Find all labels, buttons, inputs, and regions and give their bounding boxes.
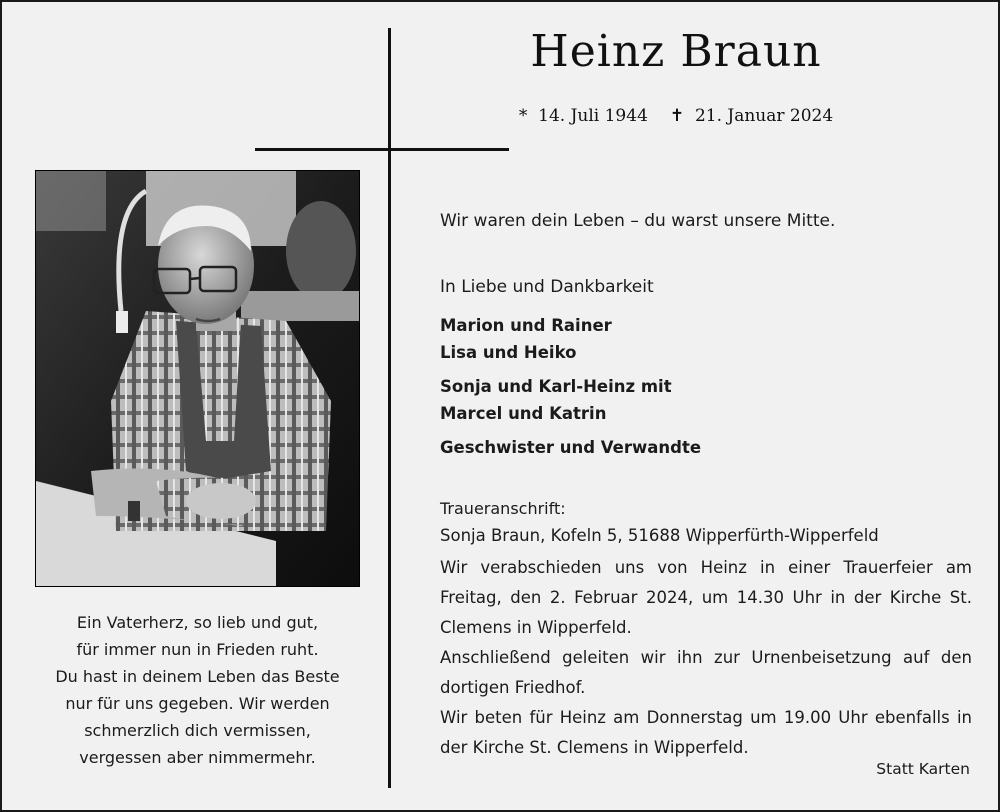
poem	[35, 609, 360, 771]
statt-karten: Statt Karten	[876, 760, 970, 778]
cross-vertical	[388, 28, 391, 788]
portrait-photo	[35, 170, 360, 587]
poem-line: nur für uns gegeben. Wir werden	[65, 694, 330, 713]
paragraph-burial: Anschließend geleiten wir ihn zur Urnenbeisetzung auf den dortigen Friedhof.	[440, 648, 972, 697]
address: Sonja Braun, Kofeln 5, 51688 Wipperfürth-Wipperfeld	[440, 526, 879, 545]
service-info	[440, 553, 972, 763]
mourner-1: Marion und Rainer	[440, 316, 612, 335]
poem-line: schmerzlich dich vermissen,	[84, 721, 311, 740]
life-dates	[432, 106, 920, 126]
deceased-name: Heinz Braun	[530, 26, 822, 77]
paragraph-prayer: Wir beten für Heinz am Donnerstag um 19.00 Uhr ebenfalls in der Kirche St. Clemens in Wipperfeld.	[440, 708, 972, 757]
mourner-2: Lisa und Heiko	[440, 343, 577, 362]
portrait-photo-icon	[36, 171, 359, 586]
poem-line: Du hast in deinem Leben das Beste	[55, 667, 340, 686]
poem-line: für immer nun in Frieden ruht.	[76, 640, 319, 659]
paragraph-ceremony: Wir verabschieden uns von Heinz in einer Trauerfeier am Freitag, den 2. Februar 2024, um 14.30 Uhr in der Kirche St. Clemens in Wipperfeld.	[440, 558, 972, 637]
birth-date: * 14. Juli 1944	[518, 106, 648, 126]
mourner-4: Marcel und Katrin	[440, 404, 607, 423]
cross-horizontal	[255, 148, 509, 151]
death-date: ✝ 21. Januar 2024	[669, 106, 834, 126]
mourner-3: Sonja und Karl-Heinz mit	[440, 377, 672, 396]
motto: Wir waren dein Leben – du warst unsere Mitte.	[440, 211, 836, 231]
mourner-5: Geschwister und Verwandte	[440, 438, 702, 457]
address-label: Traueranschrift:	[440, 499, 566, 518]
poem-line: Ein Vaterherz, so lieb und gut,	[76, 613, 319, 632]
poem-line: vergessen aber nimmermehr.	[79, 748, 316, 767]
intro-line: In Liebe und Dankbarkeit	[440, 277, 654, 297]
